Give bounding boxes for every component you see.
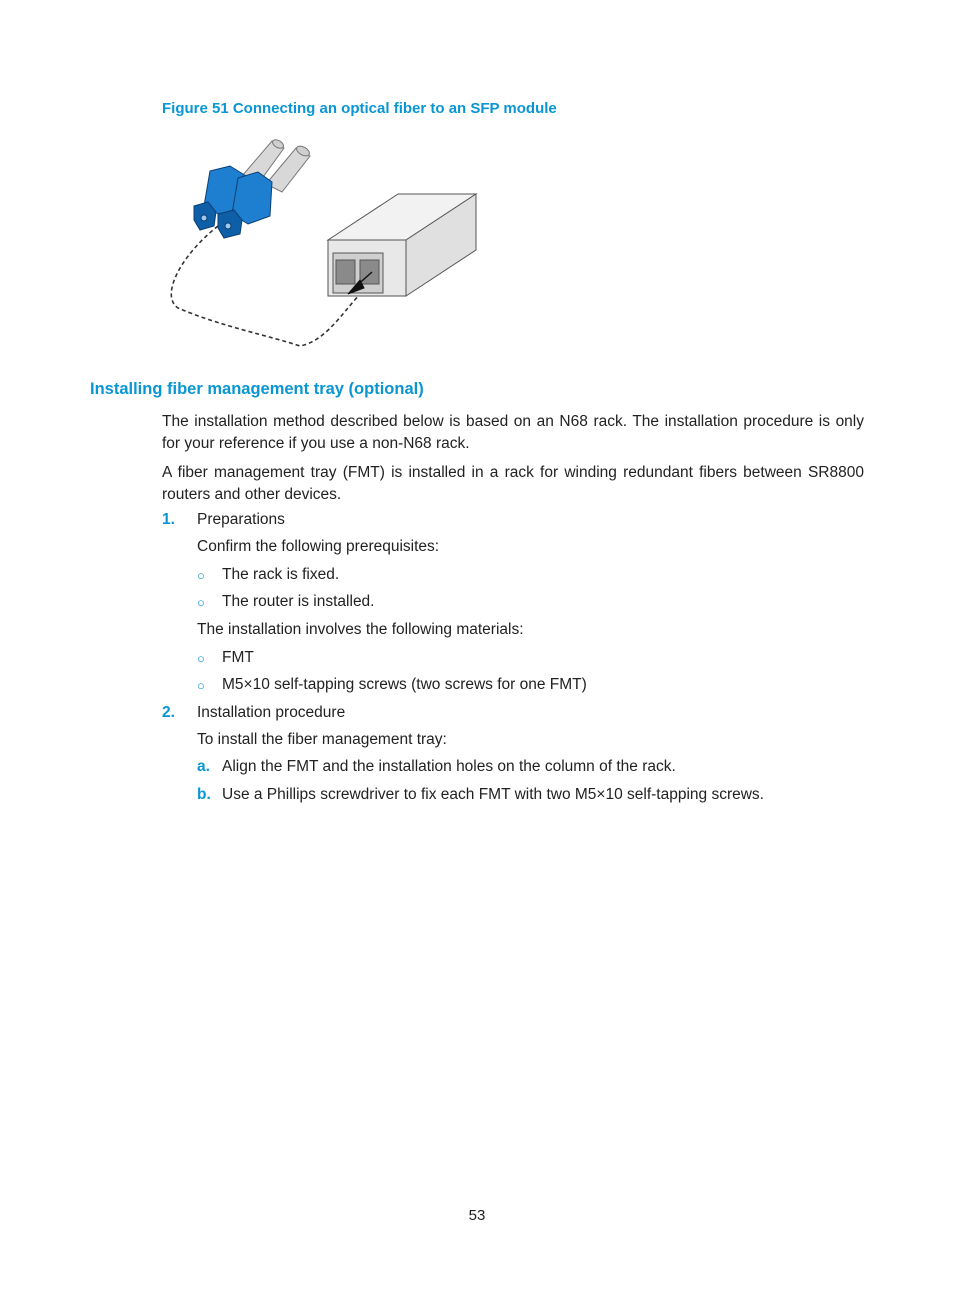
page-number: 53 — [468, 1207, 486, 1224]
step-number: 2. — [162, 704, 175, 721]
sfp-fiber-illustration — [160, 136, 490, 351]
substep-letter: a. — [197, 758, 210, 775]
material-item: M5×10 self-tapping screws (two screws for one FMT) — [222, 676, 587, 693]
bullet-icon: ○ — [197, 651, 205, 666]
paragraph-installation-method: The installation method described below is based on an N68 rack. The installation procedure is only for your reference if you use a non-N68 rack. — [162, 413, 864, 452]
step-title-preparations: Preparations — [197, 511, 285, 528]
substep-text: Align the FMT and the installation holes on the column of the rack. — [222, 758, 676, 775]
paragraph-fmt-description: A fiber management tray (FMT) is installed in a rack for winding redundant fibers between SR8800 routers and other devices. — [162, 464, 864, 503]
material-item: FMT — [222, 649, 254, 666]
step-number: 1. — [162, 511, 175, 528]
section-heading: Installing fiber management tray (optional) — [90, 380, 424, 398]
step-title-installation: Installation procedure — [197, 704, 346, 721]
prereq-item: The rack is fixed. — [222, 566, 340, 583]
procedure-intro: To install the fiber management tray: — [197, 731, 447, 748]
bullet-icon: ○ — [197, 595, 205, 610]
prereq-intro: Confirm the following prerequisites: — [197, 538, 440, 555]
materials-intro: The installation involves the following materials: — [197, 621, 524, 638]
prereq-item: The router is installed. — [222, 593, 375, 610]
substep-text: Use a Phillips screwdriver to fix each FMT with two M5×10 self-tapping screws. — [222, 786, 764, 803]
bullet-icon: ○ — [197, 568, 205, 583]
bullet-icon: ○ — [197, 678, 205, 693]
figure-caption: Figure 51 Connecting an optical fiber to an SFP module — [162, 100, 557, 117]
substep-letter: b. — [197, 786, 211, 803]
sfp-module — [328, 194, 476, 296]
